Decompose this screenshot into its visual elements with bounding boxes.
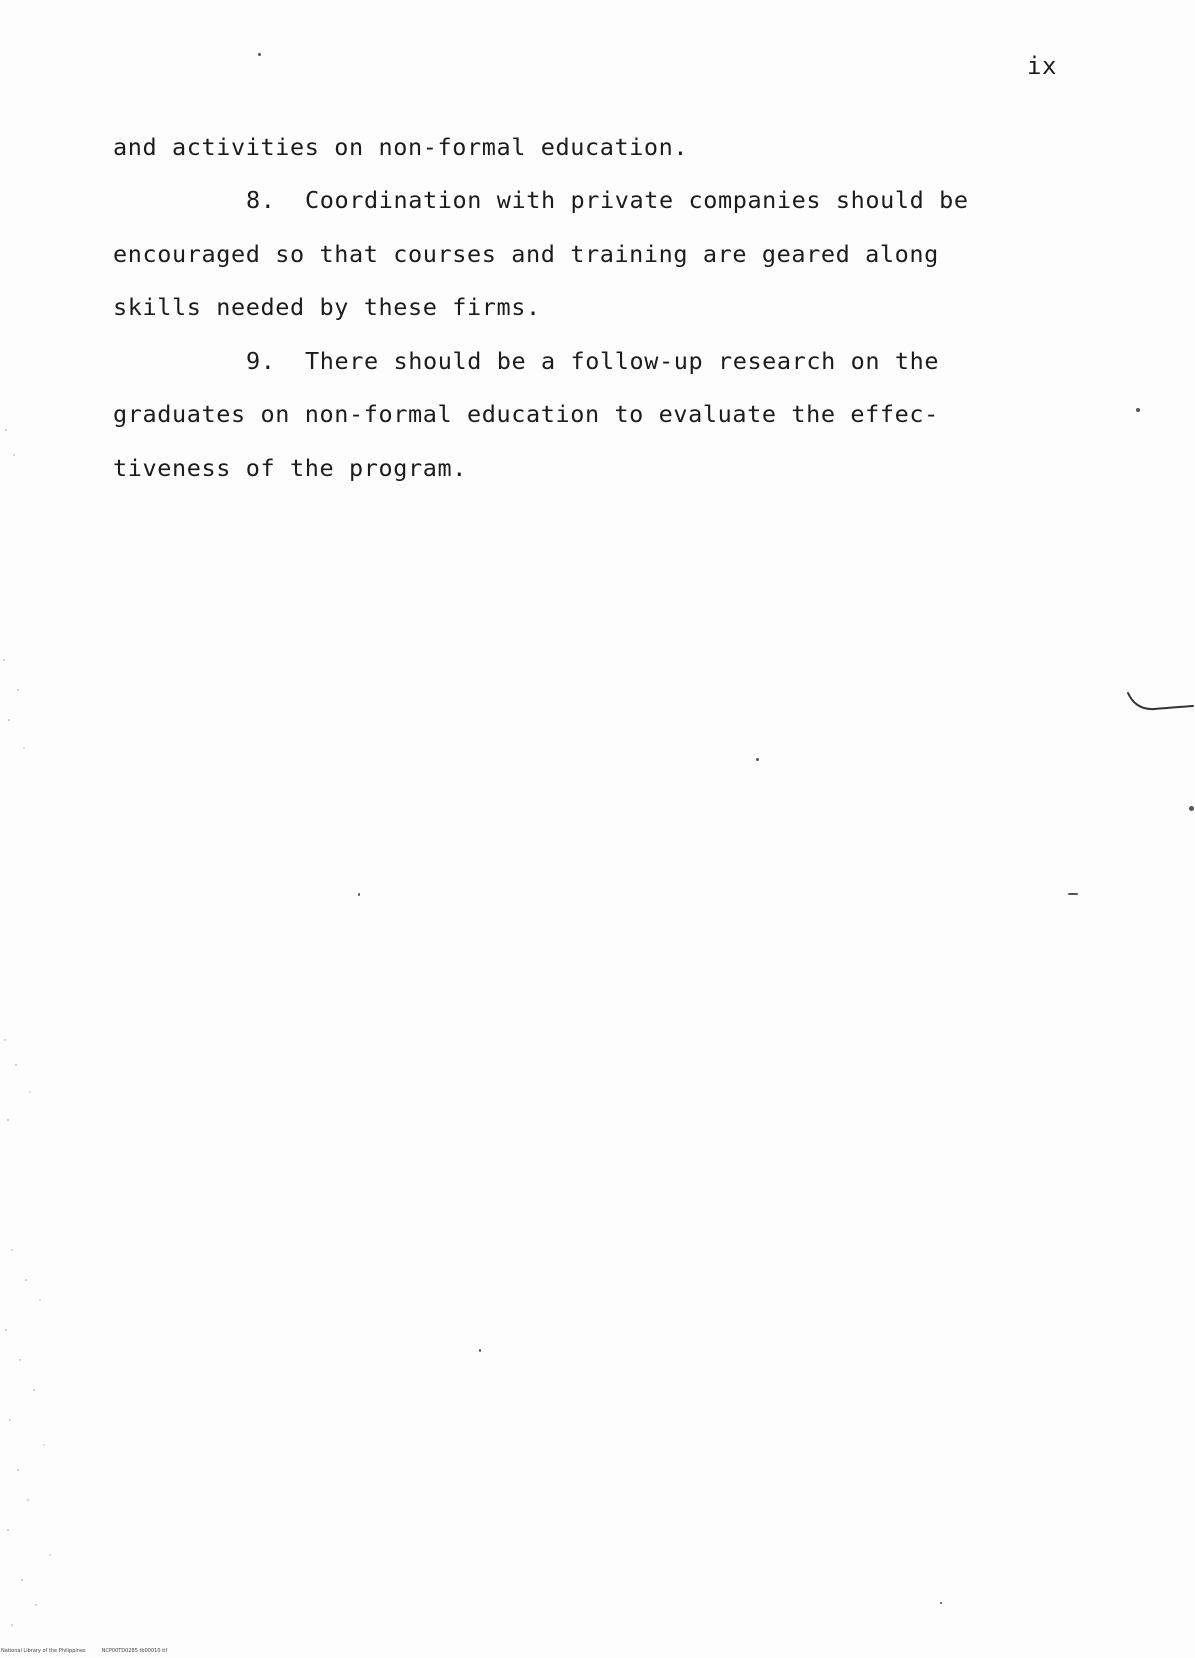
scan-edge-noise: [0, 0, 70, 1658]
scan-speck: [258, 53, 261, 56]
scan-speck: [358, 893, 360, 896]
page-number: ix: [1027, 52, 1058, 80]
scan-speck: [1189, 806, 1194, 811]
scan-speck: [479, 1349, 481, 1352]
text-line: skills needed by these firms.: [113, 293, 541, 321]
file-reference: NCP00TD0285 tb00010 tif: [101, 1648, 168, 1654]
recommendation-9-line: 9. There should be a follow-up research on the: [246, 347, 940, 375]
text-line: encouraged so that courses and training are geared along: [113, 240, 939, 268]
text-line: and activities on non-formal education.: [113, 133, 689, 161]
text-line: tiveness of the program.: [113, 454, 467, 482]
pen-stroke-mark: [1126, 690, 1195, 720]
scan-speck: [1136, 408, 1140, 412]
text-line: graduates on non-formal education to evaluate the effec-: [113, 400, 939, 428]
scan-speck: [940, 1602, 942, 1604]
scan-footer: [1, 1648, 167, 1654]
scan-speck: [1068, 893, 1078, 895]
scan-speck: [756, 758, 759, 761]
library-credit: National Library of the Philippines: [1, 1648, 86, 1654]
recommendation-8-line: 8. Coordination with private companies should be: [246, 186, 969, 214]
